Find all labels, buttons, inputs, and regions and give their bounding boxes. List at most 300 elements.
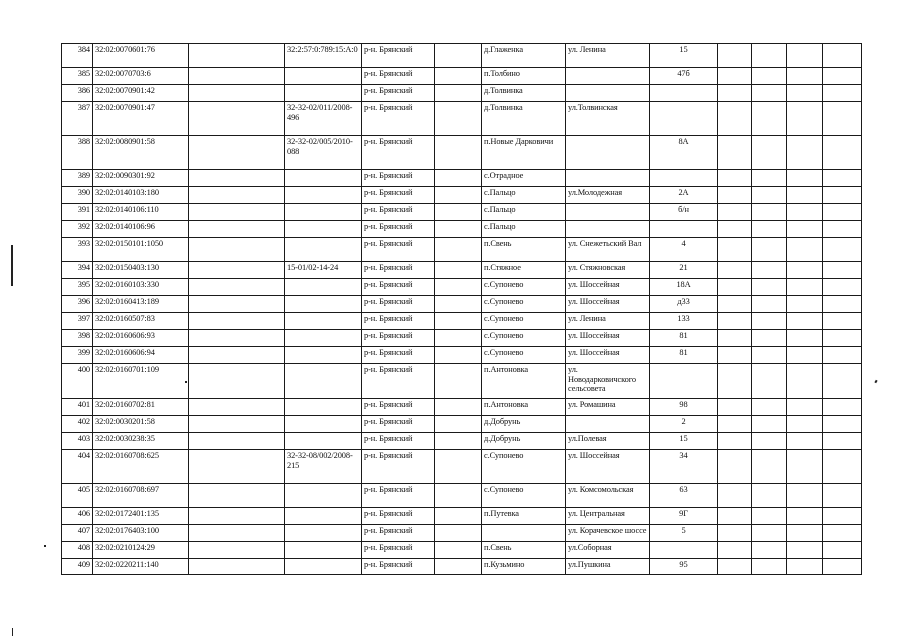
table-row xyxy=(62,416,862,433)
blank-cell xyxy=(787,416,823,433)
locality-cell: п.Путевка xyxy=(482,508,566,525)
blank-cell xyxy=(435,450,482,484)
scan-speck xyxy=(874,380,877,384)
district-cell: р-н. Брянский xyxy=(362,102,435,136)
registration-number-cell xyxy=(285,313,362,330)
registration-number-cell xyxy=(285,559,362,575)
blank-cell xyxy=(752,262,787,279)
table-row xyxy=(62,68,862,85)
street-cell: ул. Новодарковичского сельсовета xyxy=(566,364,650,399)
blank-cell xyxy=(787,238,823,262)
blank-cell xyxy=(718,416,752,433)
district-cell: р-н. Брянский xyxy=(362,296,435,313)
blank-cell xyxy=(752,85,787,102)
blank-cell xyxy=(823,221,862,238)
blank-cell xyxy=(752,450,787,484)
blank-cell xyxy=(718,330,752,347)
registration-number-cell xyxy=(285,296,362,313)
blank-cell xyxy=(752,296,787,313)
blank-cell xyxy=(823,313,862,330)
blank-cell xyxy=(787,364,823,399)
street-cell xyxy=(566,221,650,238)
blank-cell xyxy=(823,44,862,68)
blank-cell xyxy=(787,347,823,364)
blank-cell xyxy=(787,170,823,187)
registration-number-cell xyxy=(285,85,362,102)
registration-number-cell xyxy=(285,204,362,221)
cadastral-number-cell: 32:02:0160413:189 xyxy=(93,296,189,313)
blank-cell xyxy=(823,85,862,102)
blank-cell xyxy=(752,313,787,330)
blank-cell xyxy=(435,102,482,136)
row-number-cell: 389 xyxy=(62,170,93,187)
registration-number-cell xyxy=(285,484,362,508)
blank-cell xyxy=(189,450,285,484)
blank-cell xyxy=(435,44,482,68)
blank-cell xyxy=(718,364,752,399)
blank-cell xyxy=(435,238,482,262)
locality-cell: д.Добрунь xyxy=(482,433,566,450)
locality-cell: с.Супонево xyxy=(482,330,566,347)
blank-cell xyxy=(787,330,823,347)
blank-cell xyxy=(752,559,787,575)
blank-cell xyxy=(823,399,862,416)
table-row xyxy=(62,204,862,221)
blank-cell xyxy=(435,85,482,102)
blank-cell xyxy=(823,347,862,364)
table-body xyxy=(62,44,862,575)
house-number-cell: 8А xyxy=(650,136,718,170)
blank-cell xyxy=(189,170,285,187)
district-cell: р-н. Брянский xyxy=(362,330,435,347)
cadastral-number-cell: 32:02:0090301:92 xyxy=(93,170,189,187)
district-cell: р-н. Брянский xyxy=(362,221,435,238)
blank-cell xyxy=(787,279,823,296)
blank-cell xyxy=(718,433,752,450)
cadastral-number-cell: 32:02:0160702:81 xyxy=(93,399,189,416)
district-cell: р-н. Брянский xyxy=(362,347,435,364)
registration-number-cell xyxy=(285,238,362,262)
registration-number-cell xyxy=(285,399,362,416)
district-cell: р-н. Брянский xyxy=(362,399,435,416)
cadastral-number-cell: 32:02:0160507:83 xyxy=(93,313,189,330)
house-number-cell xyxy=(650,364,718,399)
locality-cell: д.Глаженка xyxy=(482,44,566,68)
row-number-cell: 387 xyxy=(62,102,93,136)
blank-cell xyxy=(189,204,285,221)
house-number-cell: 9Г xyxy=(650,508,718,525)
blank-cell xyxy=(435,433,482,450)
blank-cell xyxy=(435,559,482,575)
row-number-cell: 407 xyxy=(62,525,93,542)
house-number-cell: 2 xyxy=(650,416,718,433)
blank-cell xyxy=(752,170,787,187)
blank-cell xyxy=(718,102,752,136)
district-cell: р-н. Брянский xyxy=(362,204,435,221)
blank-cell xyxy=(189,508,285,525)
blank-cell xyxy=(752,44,787,68)
district-cell: р-н. Брянский xyxy=(362,484,435,508)
blank-cell xyxy=(718,296,752,313)
row-number-cell: 399 xyxy=(62,347,93,364)
blank-cell xyxy=(435,542,482,559)
blank-cell xyxy=(752,204,787,221)
street-cell: ул. Корачевское шоссе xyxy=(566,525,650,542)
cadastral-number-cell: 32:02:0160708:625 xyxy=(93,450,189,484)
district-cell: р-н. Брянский xyxy=(362,85,435,102)
blank-cell xyxy=(787,542,823,559)
cadastral-number-cell: 32:02:0140106:96 xyxy=(93,221,189,238)
street-cell: ул. Стяжновская xyxy=(566,262,650,279)
blank-cell xyxy=(823,102,862,136)
blank-cell xyxy=(435,221,482,238)
district-cell: р-н. Брянский xyxy=(362,559,435,575)
blank-cell xyxy=(752,364,787,399)
district-cell: р-н. Брянский xyxy=(362,525,435,542)
blank-cell xyxy=(189,525,285,542)
blank-cell xyxy=(718,85,752,102)
locality-cell: п.Стяжное xyxy=(482,262,566,279)
table-row xyxy=(62,542,862,559)
blank-cell xyxy=(435,508,482,525)
house-number-cell: 47б xyxy=(650,68,718,85)
street-cell xyxy=(566,416,650,433)
blank-cell xyxy=(787,68,823,85)
blank-cell xyxy=(189,364,285,399)
blank-cell xyxy=(718,484,752,508)
blank-cell xyxy=(189,399,285,416)
blank-cell xyxy=(823,279,862,296)
row-number-cell: 395 xyxy=(62,279,93,296)
blank-cell xyxy=(718,238,752,262)
house-number-cell xyxy=(650,85,718,102)
table-row xyxy=(62,44,862,68)
blank-cell xyxy=(189,102,285,136)
blank-cell xyxy=(752,542,787,559)
blank-cell xyxy=(435,525,482,542)
table-row xyxy=(62,279,862,296)
blank-cell xyxy=(718,313,752,330)
street-cell: ул.Полевая xyxy=(566,433,650,450)
street-cell: ул. Комсомольская xyxy=(566,484,650,508)
row-number-cell: 385 xyxy=(62,68,93,85)
street-cell: ул.Толвинская xyxy=(566,102,650,136)
table-row xyxy=(62,85,862,102)
blank-cell xyxy=(189,296,285,313)
table-row xyxy=(62,450,862,484)
blank-cell xyxy=(823,484,862,508)
cadastral-number-cell: 32:02:0070703:6 xyxy=(93,68,189,85)
table-row xyxy=(62,136,862,170)
blank-cell xyxy=(718,44,752,68)
blank-cell xyxy=(823,136,862,170)
blank-cell xyxy=(752,416,787,433)
blank-cell xyxy=(823,238,862,262)
blank-cell xyxy=(189,262,285,279)
blank-cell xyxy=(718,542,752,559)
blank-cell xyxy=(823,187,862,204)
street-cell: ул.Пушкина xyxy=(566,559,650,575)
blank-cell xyxy=(718,170,752,187)
district-cell: р-н. Брянский xyxy=(362,170,435,187)
registration-number-cell: 32-32-02/011/2008-496 xyxy=(285,102,362,136)
district-cell: р-н. Брянский xyxy=(362,279,435,296)
blank-cell xyxy=(752,187,787,204)
house-number-cell: 63 xyxy=(650,484,718,508)
locality-cell: с.Супонево xyxy=(482,296,566,313)
cadastral-number-cell: 32:02:0030201:58 xyxy=(93,416,189,433)
street-cell: ул.Соборная xyxy=(566,542,650,559)
table-row xyxy=(62,296,862,313)
blank-cell xyxy=(189,44,285,68)
registration-number-cell: 32-32-02/005/2010-088 xyxy=(285,136,362,170)
cadastral-number-cell: 32:02:0176403:100 xyxy=(93,525,189,542)
street-cell: ул. Ромашина xyxy=(566,399,650,416)
district-cell: р-н. Брянский xyxy=(362,450,435,484)
table-row xyxy=(62,238,862,262)
blank-cell xyxy=(787,525,823,542)
row-number-cell: 408 xyxy=(62,542,93,559)
blank-cell xyxy=(718,187,752,204)
locality-cell: с.Супонево xyxy=(482,279,566,296)
blank-cell xyxy=(823,433,862,450)
blank-cell xyxy=(752,68,787,85)
blank-cell xyxy=(435,279,482,296)
locality-cell: п.Антоновка xyxy=(482,399,566,416)
row-number-cell: 384 xyxy=(62,44,93,68)
blank-cell xyxy=(787,433,823,450)
blank-cell xyxy=(823,525,862,542)
blank-cell xyxy=(752,484,787,508)
blank-cell xyxy=(435,204,482,221)
locality-cell: п.Свень xyxy=(482,542,566,559)
street-cell: ул. Шоссейная xyxy=(566,347,650,364)
blank-cell xyxy=(752,102,787,136)
blank-cell xyxy=(435,484,482,508)
blank-cell xyxy=(189,433,285,450)
house-number-cell: 81 xyxy=(650,330,718,347)
blank-cell xyxy=(718,262,752,279)
locality-cell: п.Антоновка xyxy=(482,364,566,399)
blank-cell xyxy=(823,542,862,559)
street-cell: ул. Шоссейная xyxy=(566,279,650,296)
row-number-cell: 402 xyxy=(62,416,93,433)
scan-margin-mark xyxy=(11,245,13,286)
blank-cell xyxy=(718,559,752,575)
house-number-cell: 133 xyxy=(650,313,718,330)
scan-speck xyxy=(12,628,13,636)
blank-cell xyxy=(823,170,862,187)
blank-cell xyxy=(189,187,285,204)
blank-cell xyxy=(718,525,752,542)
locality-cell: п.Новые Дарковичи xyxy=(482,136,566,170)
blank-cell xyxy=(787,559,823,575)
cadastral-number-cell: 32:02:0070901:42 xyxy=(93,85,189,102)
house-number-cell: 34 xyxy=(650,450,718,484)
locality-cell: с.Супонево xyxy=(482,313,566,330)
row-number-cell: 398 xyxy=(62,330,93,347)
table-row xyxy=(62,399,862,416)
table-row xyxy=(62,102,862,136)
locality-cell: с.Пальцо xyxy=(482,187,566,204)
blank-cell xyxy=(823,296,862,313)
blank-cell xyxy=(752,238,787,262)
blank-cell xyxy=(435,313,482,330)
blank-cell xyxy=(435,364,482,399)
district-cell: р-н. Брянский xyxy=(362,364,435,399)
blank-cell xyxy=(752,525,787,542)
property-register-table xyxy=(61,43,862,575)
blank-cell xyxy=(787,508,823,525)
street-cell xyxy=(566,204,650,221)
row-number-cell: 405 xyxy=(62,484,93,508)
blank-cell xyxy=(752,221,787,238)
street-cell: ул. Центральная xyxy=(566,508,650,525)
locality-cell: д.Добрунь xyxy=(482,416,566,433)
house-number-cell: 95 xyxy=(650,559,718,575)
registration-number-cell: 32-32-08/002/2008-215 xyxy=(285,450,362,484)
registration-number-cell xyxy=(285,330,362,347)
row-number-cell: 401 xyxy=(62,399,93,416)
table-row xyxy=(62,313,862,330)
blank-cell xyxy=(787,102,823,136)
row-number-cell: 406 xyxy=(62,508,93,525)
row-number-cell: 393 xyxy=(62,238,93,262)
row-number-cell: 391 xyxy=(62,204,93,221)
table-row xyxy=(62,559,862,575)
locality-cell: п.Кузьмино xyxy=(482,559,566,575)
registration-number-cell xyxy=(285,525,362,542)
blank-cell xyxy=(189,221,285,238)
cadastral-number-cell: 32:02:0140106:110 xyxy=(93,204,189,221)
cadastral-number-cell: 32:02:0030238:35 xyxy=(93,433,189,450)
cadastral-number-cell: 32:02:0160701:109 xyxy=(93,364,189,399)
table-row xyxy=(62,262,862,279)
blank-cell xyxy=(189,313,285,330)
street-cell: ул. Ленина xyxy=(566,44,650,68)
cadastral-number-cell: 32:02:0080901:58 xyxy=(93,136,189,170)
blank-cell xyxy=(435,187,482,204)
row-number-cell: 404 xyxy=(62,450,93,484)
blank-cell xyxy=(752,433,787,450)
table-row xyxy=(62,170,862,187)
blank-cell xyxy=(823,450,862,484)
table-row xyxy=(62,433,862,450)
row-number-cell: 400 xyxy=(62,364,93,399)
table-row xyxy=(62,187,862,204)
blank-cell xyxy=(823,68,862,85)
registration-number-cell xyxy=(285,364,362,399)
registration-number-cell xyxy=(285,416,362,433)
cadastral-number-cell: 32:02:0210124:29 xyxy=(93,542,189,559)
blank-cell xyxy=(189,136,285,170)
street-cell xyxy=(566,170,650,187)
blank-cell xyxy=(435,136,482,170)
registration-number-cell: 32:2:57:0:789:15:А:0 xyxy=(285,44,362,68)
row-number-cell: 403 xyxy=(62,433,93,450)
house-number-cell: 4 xyxy=(650,238,718,262)
district-cell: р-н. Брянский xyxy=(362,508,435,525)
house-number-cell: 2А xyxy=(650,187,718,204)
registration-number-cell xyxy=(285,542,362,559)
blank-cell xyxy=(718,204,752,221)
district-cell: р-н. Брянский xyxy=(362,68,435,85)
house-number-cell: д33 xyxy=(650,296,718,313)
street-cell: ул. Шоссейная xyxy=(566,296,650,313)
blank-cell xyxy=(718,68,752,85)
blank-cell xyxy=(752,347,787,364)
table-row xyxy=(62,347,862,364)
registration-number-cell: 15-01/02-14-24 xyxy=(285,262,362,279)
district-cell: р-н. Брянский xyxy=(362,44,435,68)
table-row xyxy=(62,484,862,508)
district-cell: р-н. Брянский xyxy=(362,238,435,262)
blank-cell xyxy=(787,204,823,221)
blank-cell xyxy=(189,542,285,559)
blank-cell xyxy=(787,450,823,484)
house-number-cell: б/н xyxy=(650,204,718,221)
row-number-cell: 397 xyxy=(62,313,93,330)
house-number-cell xyxy=(650,102,718,136)
locality-cell: с.Супонево xyxy=(482,347,566,364)
blank-cell xyxy=(189,484,285,508)
cadastral-number-cell: 32:02:0150101:1050 xyxy=(93,238,189,262)
row-number-cell: 396 xyxy=(62,296,93,313)
cadastral-number-cell: 32:02:0150403:130 xyxy=(93,262,189,279)
blank-cell xyxy=(189,68,285,85)
blank-cell xyxy=(752,508,787,525)
blank-cell xyxy=(752,330,787,347)
blank-cell xyxy=(435,68,482,85)
cadastral-number-cell: 32:02:0070901:47 xyxy=(93,102,189,136)
blank-cell xyxy=(752,136,787,170)
blank-cell xyxy=(718,279,752,296)
row-number-cell: 392 xyxy=(62,221,93,238)
blank-cell xyxy=(189,279,285,296)
locality-cell: п.Свень xyxy=(482,238,566,262)
blank-cell xyxy=(435,330,482,347)
street-cell: ул. Снежетьский Вал xyxy=(566,238,650,262)
locality-cell: п.Толбино xyxy=(482,68,566,85)
locality-cell: с.Отрадное xyxy=(482,170,566,187)
street-cell: ул.Молодежная xyxy=(566,187,650,204)
locality-cell: с.Пальцо xyxy=(482,204,566,221)
locality-cell xyxy=(482,525,566,542)
blank-cell xyxy=(787,399,823,416)
house-number-cell: 18А xyxy=(650,279,718,296)
house-number-cell: 15 xyxy=(650,433,718,450)
blank-cell xyxy=(189,559,285,575)
blank-cell xyxy=(823,204,862,221)
scan-speck xyxy=(44,545,46,547)
house-number-cell: 5 xyxy=(650,525,718,542)
district-cell: р-н. Брянский xyxy=(362,433,435,450)
blank-cell xyxy=(435,262,482,279)
district-cell: р-н. Брянский xyxy=(362,187,435,204)
street-cell: ул. Ленина xyxy=(566,313,650,330)
blank-cell xyxy=(718,347,752,364)
house-number-cell: 21 xyxy=(650,262,718,279)
blank-cell xyxy=(718,450,752,484)
registration-number-cell xyxy=(285,68,362,85)
district-cell: р-н. Брянский xyxy=(362,416,435,433)
blank-cell xyxy=(189,416,285,433)
locality-cell: с.Пальцо xyxy=(482,221,566,238)
blank-cell xyxy=(823,559,862,575)
district-cell: р-н. Брянский xyxy=(362,136,435,170)
locality-cell: с.Супонево xyxy=(482,484,566,508)
blank-cell xyxy=(752,399,787,416)
